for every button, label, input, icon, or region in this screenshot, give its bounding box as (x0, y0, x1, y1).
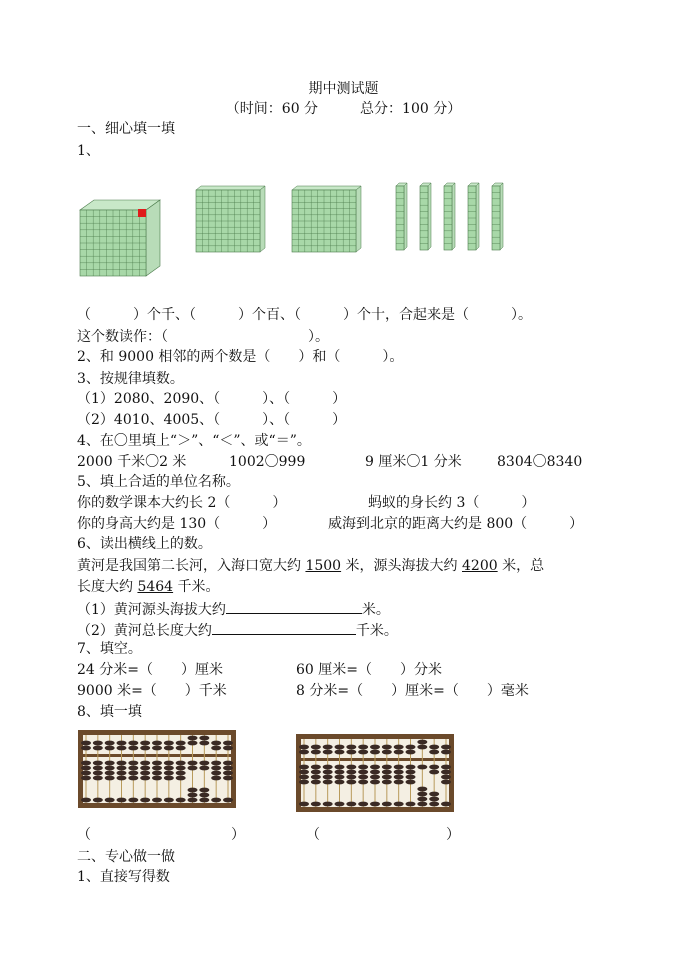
abacus-bead (128, 761, 138, 766)
abacus-bead (117, 771, 127, 776)
q6-sub1-answer-line[interactable] (226, 599, 362, 614)
abacus-bead (164, 771, 174, 776)
abacus-bead (117, 746, 127, 751)
ten-rod (420, 183, 431, 250)
abacus-bead (199, 798, 209, 803)
abacus-bead (93, 741, 103, 746)
abacus-bead (164, 798, 174, 803)
q3-title: 3、按规律填数。 (77, 371, 184, 387)
abacus-bead (199, 741, 209, 746)
abacus-bead (358, 802, 368, 807)
abacus-bead (188, 736, 198, 741)
abacus-bead (417, 787, 427, 792)
q8-answer-2: （ ） (306, 827, 460, 843)
abacus-bead (105, 798, 115, 803)
abacus-bead (93, 746, 103, 751)
abacus-bead (188, 741, 198, 746)
abacus-bead (223, 741, 233, 746)
abacus-bead (311, 765, 321, 770)
q7-item-a: 24 分米=（ ）厘米 (77, 662, 223, 678)
abacus-bead (164, 741, 174, 746)
abacus-bead (358, 765, 368, 770)
abacus-bead (164, 746, 174, 751)
abacus-bead (358, 770, 368, 775)
abacus-bead (346, 745, 356, 750)
abacus-bead (370, 745, 380, 750)
abacus-bead (335, 775, 345, 780)
abacus-bead (441, 802, 451, 807)
abacus-bead (128, 771, 138, 776)
abacus-bead (223, 761, 233, 766)
abacus-bead (323, 770, 333, 775)
thousand-cube (80, 200, 160, 276)
abacus-bead (382, 780, 392, 785)
abacus-bead (128, 766, 138, 771)
abacus-bead (299, 765, 309, 770)
abacus-bead (188, 788, 198, 793)
abacus-bead (406, 802, 416, 807)
abacus-bead (299, 770, 309, 775)
abacus-bead (140, 798, 150, 803)
ten-rod (492, 183, 503, 250)
abacus-bead (429, 797, 439, 802)
abacus-bead (81, 776, 91, 781)
abacus-bead (152, 746, 162, 751)
abacus-bead (323, 802, 333, 807)
q2-text: 2、和 9000 相邻的两个数是（ ）和（ ）。 (77, 349, 404, 365)
abacus-bead (335, 770, 345, 775)
abacus-bead (429, 792, 439, 797)
abacus-bead (211, 798, 221, 803)
abacus-bead (81, 741, 91, 746)
abacus-bead (382, 770, 392, 775)
q4-item-a: 2000 千米〇2 米 (77, 454, 187, 470)
abacus-bead (441, 770, 451, 775)
abacus-bead (441, 750, 451, 755)
q6-sub1 (77, 599, 390, 619)
q1-number: 1、 (77, 143, 100, 159)
abacus-bead (441, 775, 451, 780)
abacus-bead (311, 780, 321, 785)
abacus-bead (394, 770, 404, 775)
abacus-bead (211, 761, 221, 766)
q7-item-c: 9000 米=（ ）千米 (77, 683, 227, 699)
abacus-bead (152, 798, 162, 803)
abacus-bead (199, 793, 209, 798)
q5-title: 5、填上合适的单位名称。 (77, 474, 240, 490)
abacus-bead (311, 750, 321, 755)
abacus-bead (81, 746, 91, 751)
abacus-bead (394, 780, 404, 785)
abacus-bead (417, 745, 427, 750)
abacus-bead (417, 797, 427, 802)
abacus-bead (323, 775, 333, 780)
abacus-bead (176, 776, 186, 781)
q6-number-1500: 1500 (305, 558, 342, 574)
abacus-bead (93, 766, 103, 771)
abacus-bead (105, 766, 115, 771)
q4-title: 4、在〇里填上“＞”、“＜”、或“＝”。 (77, 433, 311, 449)
page-subtitle: （时间：60 分 总分：100 分） (225, 101, 462, 117)
abacus-bead (429, 770, 439, 775)
abacus-bead (370, 802, 380, 807)
abacus-bead (81, 771, 91, 776)
abacus-bead (335, 745, 345, 750)
abacus-bead (370, 750, 380, 755)
abacus-bead (406, 765, 416, 770)
abacus-bead (299, 775, 309, 780)
abacus-bead (176, 761, 186, 766)
abacus-bead (128, 798, 138, 803)
section-2-heading: 二、专心做一做 (77, 849, 175, 865)
abacus-bead (117, 741, 127, 746)
abacus-bead (382, 775, 392, 780)
abacus-2 (296, 734, 456, 814)
abacus-bead (152, 776, 162, 781)
q6-sub2 (77, 620, 398, 640)
place-value-blocks (0, 170, 687, 280)
abacus-bead (382, 765, 392, 770)
abacus-bead (394, 775, 404, 780)
abacus-bead (299, 745, 309, 750)
abacus-bead (335, 765, 345, 770)
abacus-bead (441, 780, 451, 785)
abacus-bead (406, 750, 416, 755)
ten-rod (444, 183, 455, 250)
abacus-bead (105, 761, 115, 766)
abacus-bead (211, 741, 221, 746)
abacus-bead (299, 802, 309, 807)
abacus-bead (93, 798, 103, 803)
abacus-bead (346, 802, 356, 807)
abacus-1 (78, 730, 238, 810)
q5-item-b: 蚂蚁的身长约 3（ ） (368, 495, 536, 511)
abacus-bead (429, 750, 439, 755)
abacus-bead (199, 788, 209, 793)
abacus-bead (140, 761, 150, 766)
abacus-bead (176, 771, 186, 776)
abacus-bead (323, 745, 333, 750)
abacus-bead (417, 740, 427, 745)
abacus-bead (211, 746, 221, 751)
section-1-heading: 一、细心填一填 (77, 121, 175, 137)
q6-sub1-unit: 米。 (361, 602, 390, 618)
abacus-bead (93, 761, 103, 766)
abacus-bead (311, 745, 321, 750)
abacus-bead (176, 798, 186, 803)
q5-item-d: 威海到北京的距离大约是 800（ ） (328, 516, 584, 532)
abacus-bead (394, 750, 404, 755)
abacus-bead (429, 765, 439, 770)
abacus-bead (164, 761, 174, 766)
abacus-bead (93, 776, 103, 781)
abacus-bead (105, 771, 115, 776)
abacus-bead (164, 766, 174, 771)
abacus-bead (223, 776, 233, 781)
abacus-bead (152, 771, 162, 776)
s2-q1-text: 1、直接写得数 (77, 869, 170, 885)
abacus-bead (164, 776, 174, 781)
abacus-bead (370, 770, 380, 775)
abacus-bead (299, 750, 309, 755)
abacus-bead (152, 761, 162, 766)
abacus-bead (370, 780, 380, 785)
abacus-bead (346, 750, 356, 755)
abacus-bead (406, 775, 416, 780)
q6-sub1-text: （1）黄河源头海拔大约 (77, 602, 226, 618)
abacus-bead (140, 766, 150, 771)
q6-text: 米，源头海拔大约 (341, 558, 462, 574)
abacus-bead (188, 761, 198, 766)
abacus-bead (81, 766, 91, 771)
abacus-bead (140, 771, 150, 776)
abacus-bead (382, 802, 392, 807)
q6-number-5464: 5464 (137, 579, 174, 595)
q6-paragraph-line2 (77, 578, 220, 596)
abacus-bead (406, 745, 416, 750)
abacus-bead (346, 780, 356, 785)
abacus-bead (223, 771, 233, 776)
q3-line2: （2）4010、4005、（ ）、（ ） (77, 412, 347, 428)
abacus-bead (346, 775, 356, 780)
abacus-bead (429, 802, 439, 807)
abacus-bead (417, 765, 427, 770)
abacus-bead (223, 798, 233, 803)
q6-title: 6、读出横线上的数。 (77, 536, 212, 552)
abacus-bead (211, 766, 221, 771)
abacus-bead (199, 736, 209, 741)
abacus-bead (441, 745, 451, 750)
q6-sub2-answer-line[interactable] (212, 620, 356, 635)
abacus-bead (105, 746, 115, 751)
q1-line1: （ ）个千、（ ）个百、（ ）个十，合起来是（ ）。 (77, 307, 532, 323)
abacus-bead (223, 746, 233, 751)
abacus-bead (81, 761, 91, 766)
q8-title: 8、填一填 (77, 704, 142, 720)
abacus-bead (176, 741, 186, 746)
abacus-bead (176, 766, 186, 771)
abacus-bead (346, 770, 356, 775)
abacus-bead (93, 771, 103, 776)
ten-rod (468, 183, 479, 250)
abacus-bead (140, 746, 150, 751)
q7-title: 7、填空。 (77, 641, 142, 657)
ten-rod (396, 183, 407, 250)
abacus-bead (211, 771, 221, 776)
q8-answer-1: （ ） (77, 827, 245, 843)
abacus-bead (117, 766, 127, 771)
q6-text: 长度大约 (77, 579, 138, 595)
abacus-bead (370, 765, 380, 770)
q6-text: 黄河是我国第二长河，入海口宽大约 (77, 558, 306, 574)
abacus-bead (199, 766, 209, 771)
abacus-bead (358, 780, 368, 785)
q6-text: 米，总 (497, 558, 545, 574)
hundred-flat (292, 186, 361, 252)
abacus-bead (176, 746, 186, 751)
abacus-bead (311, 802, 321, 807)
abacus-bead (223, 766, 233, 771)
abacus-bead (117, 776, 127, 781)
q6-sub2-text: （2）黄河总长度大约 (77, 623, 212, 639)
abacus-bead (152, 741, 162, 746)
abacus-bead (81, 798, 91, 803)
q6-text: 千米。 (173, 579, 220, 595)
abacus-bead (370, 775, 380, 780)
abacus-bead (335, 750, 345, 755)
abacus-bead (311, 770, 321, 775)
q6-sub2-unit: 千米。 (355, 623, 398, 639)
abacus-bead (394, 802, 404, 807)
hundred-flat (196, 186, 265, 252)
abacus-bead (335, 780, 345, 785)
abacus-bead (188, 798, 198, 803)
abacus-bead (358, 775, 368, 780)
abacus-bead (358, 745, 368, 750)
abacus-bead (441, 765, 451, 770)
abacus-bead (406, 780, 416, 785)
abacus-bead (188, 766, 198, 771)
abacus-bead (152, 766, 162, 771)
abacus-bead (323, 780, 333, 785)
q1-line2: 这个数读作：（ ）。 (77, 329, 329, 345)
abacus-bead (335, 802, 345, 807)
abacus-bead (140, 776, 150, 781)
abacus-bead (199, 761, 209, 766)
abacus-bead (406, 770, 416, 775)
q6-number-4200: 4200 (462, 558, 498, 574)
abacus-bead (117, 798, 127, 803)
q6-paragraph-line1 (77, 557, 544, 575)
q4-item-d: 8304〇8340 (497, 454, 583, 470)
abacus-bead (382, 750, 392, 755)
abacus-bead (429, 745, 439, 750)
q5-item-c: 你的身高大约是 130（ ） (77, 516, 277, 532)
page-title: 期中测试题 (308, 81, 379, 97)
q4-item-c: 9 厘米〇1 分米 (365, 454, 462, 470)
abacus-bead (140, 741, 150, 746)
q5-item-a: 你的数学课本大约长 2（ ） (77, 495, 287, 511)
abacus-bead (358, 750, 368, 755)
q7-item-d: 8 分米=（ ）厘米=（ ）毫米 (296, 683, 529, 699)
abacus-bead (394, 765, 404, 770)
abacus-bead (346, 765, 356, 770)
abacus-bead (382, 745, 392, 750)
abacus-bead (105, 741, 115, 746)
abacus-bead (117, 761, 127, 766)
abacus-bead (299, 780, 309, 785)
abacus-bead (417, 792, 427, 797)
abacus-bead (105, 776, 115, 781)
q7-item-b: 60 厘米=（ ）分米 (296, 662, 442, 678)
abacus-bead (323, 765, 333, 770)
abacus-bead (394, 745, 404, 750)
q3-line1: （1）2080、2090、（ ）、（ ） (77, 391, 347, 407)
abacus-bead (128, 746, 138, 751)
abacus-bead (128, 776, 138, 781)
abacus-bead (128, 741, 138, 746)
abacus-bead (211, 776, 221, 781)
abacus-bead (188, 793, 198, 798)
q4-item-b: 1002〇999 (229, 454, 306, 470)
abacus-bead (323, 750, 333, 755)
abacus-bead (417, 802, 427, 807)
abacus-bead (311, 775, 321, 780)
